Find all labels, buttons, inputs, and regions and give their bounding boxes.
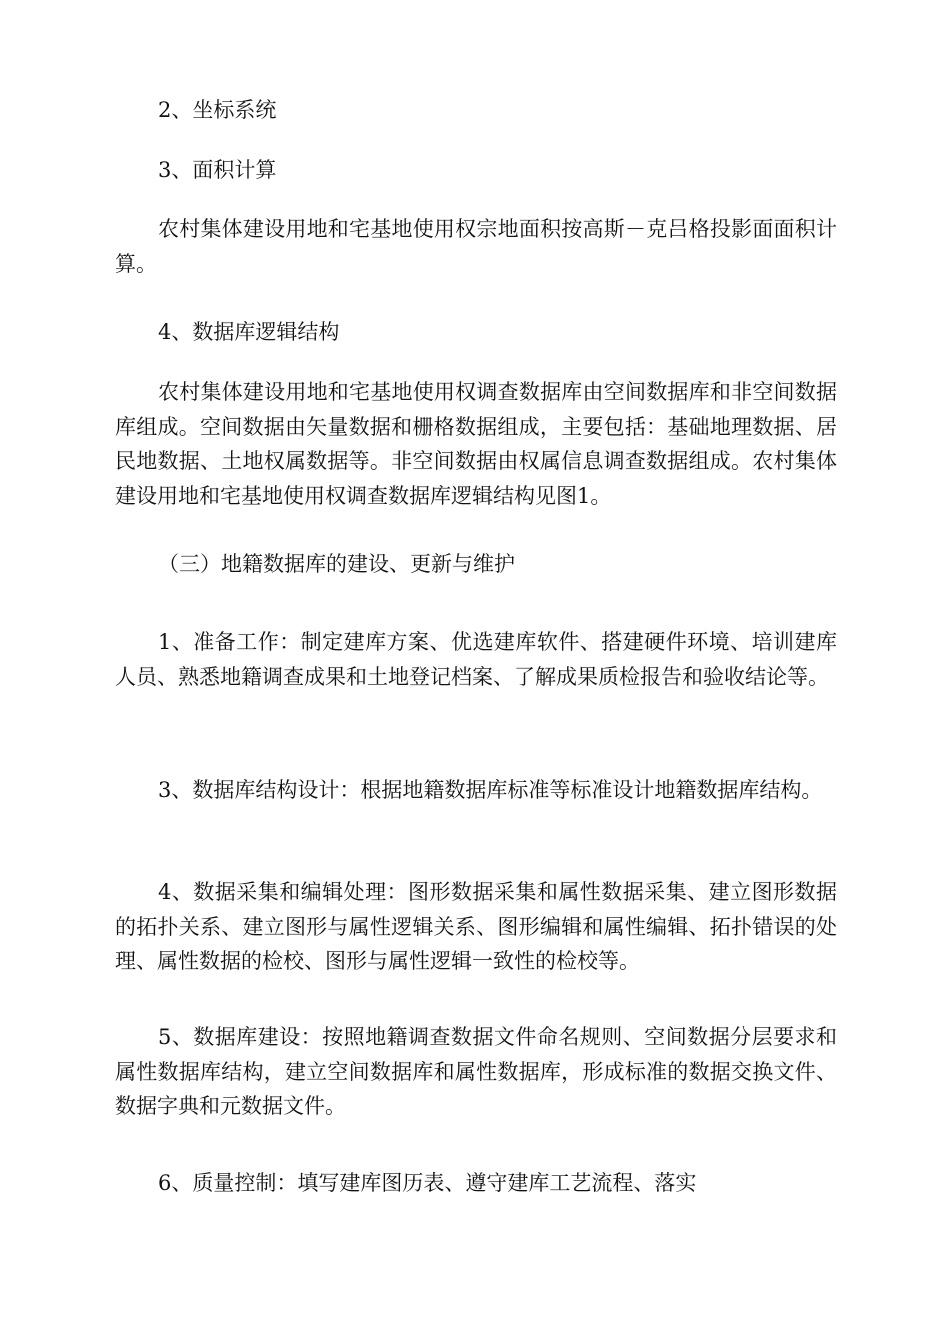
paragraph-database-construction: 5、数据库建设：按照地籍调查数据文件命名规则、空间数据分层要求和属性数据库结构，建立空间数据库和属性数据库，形成标准的数据交换文件、数据字典和元数据文件。 <box>115 1025 837 1118</box>
paragraph-quality-control: 6、质量控制：填写建库图历表、遵守建库工艺流程、落实 <box>158 1171 697 1195</box>
heading-cadastral-database-construction: （三）地籍数据库的建设、更新与维护 <box>158 552 515 576</box>
heading-database-logical-structure: 4、数据库逻辑结构 <box>158 320 340 344</box>
paragraph-area-calculation: 农村集体建设用地和宅基地使用权宗地面积按高斯－克吕格投影面面积计算。 <box>115 217 837 276</box>
paragraph-preparation-work: 1、准备工作：制定建库方案、优选建库软件、搭建硬件环境、培训建库人员、熟悉地籍调查成果和土地登记档案、了解成果质检报告和验收结论等。 <box>115 630 837 689</box>
heading-coordinate-system: 2、坐标系统 <box>158 98 277 122</box>
heading-area-calculation: 3、面积计算 <box>158 158 277 182</box>
paragraph-database-logical-structure: 农村集体建设用地和宅基地使用权调查数据库由空间数据库和非空间数据库组成。空间数据由矢量数据和栅格数据组成，主要包括：基础地理数据、居民地数据、土地权属数据等。非空间数据由权属信息调查数据组成。农村集体建设用地和宅基地使用权调查数据库逻辑结构见图1。 <box>115 380 837 508</box>
paragraph-data-collection: 4、数据采集和编辑处理：图形数据采集和属性数据采集、建立图形数据的拓扑关系、建立图形与属性逻辑关系、图形编辑和属性编辑、拓扑错误的处理、属性数据的检校、图形与属性逻辑一致性的检校等。 <box>115 880 837 973</box>
paragraph-structure-design: 3、数据库结构设计：根据地籍数据库标准等标准设计地籍数据库结构。 <box>158 778 823 802</box>
